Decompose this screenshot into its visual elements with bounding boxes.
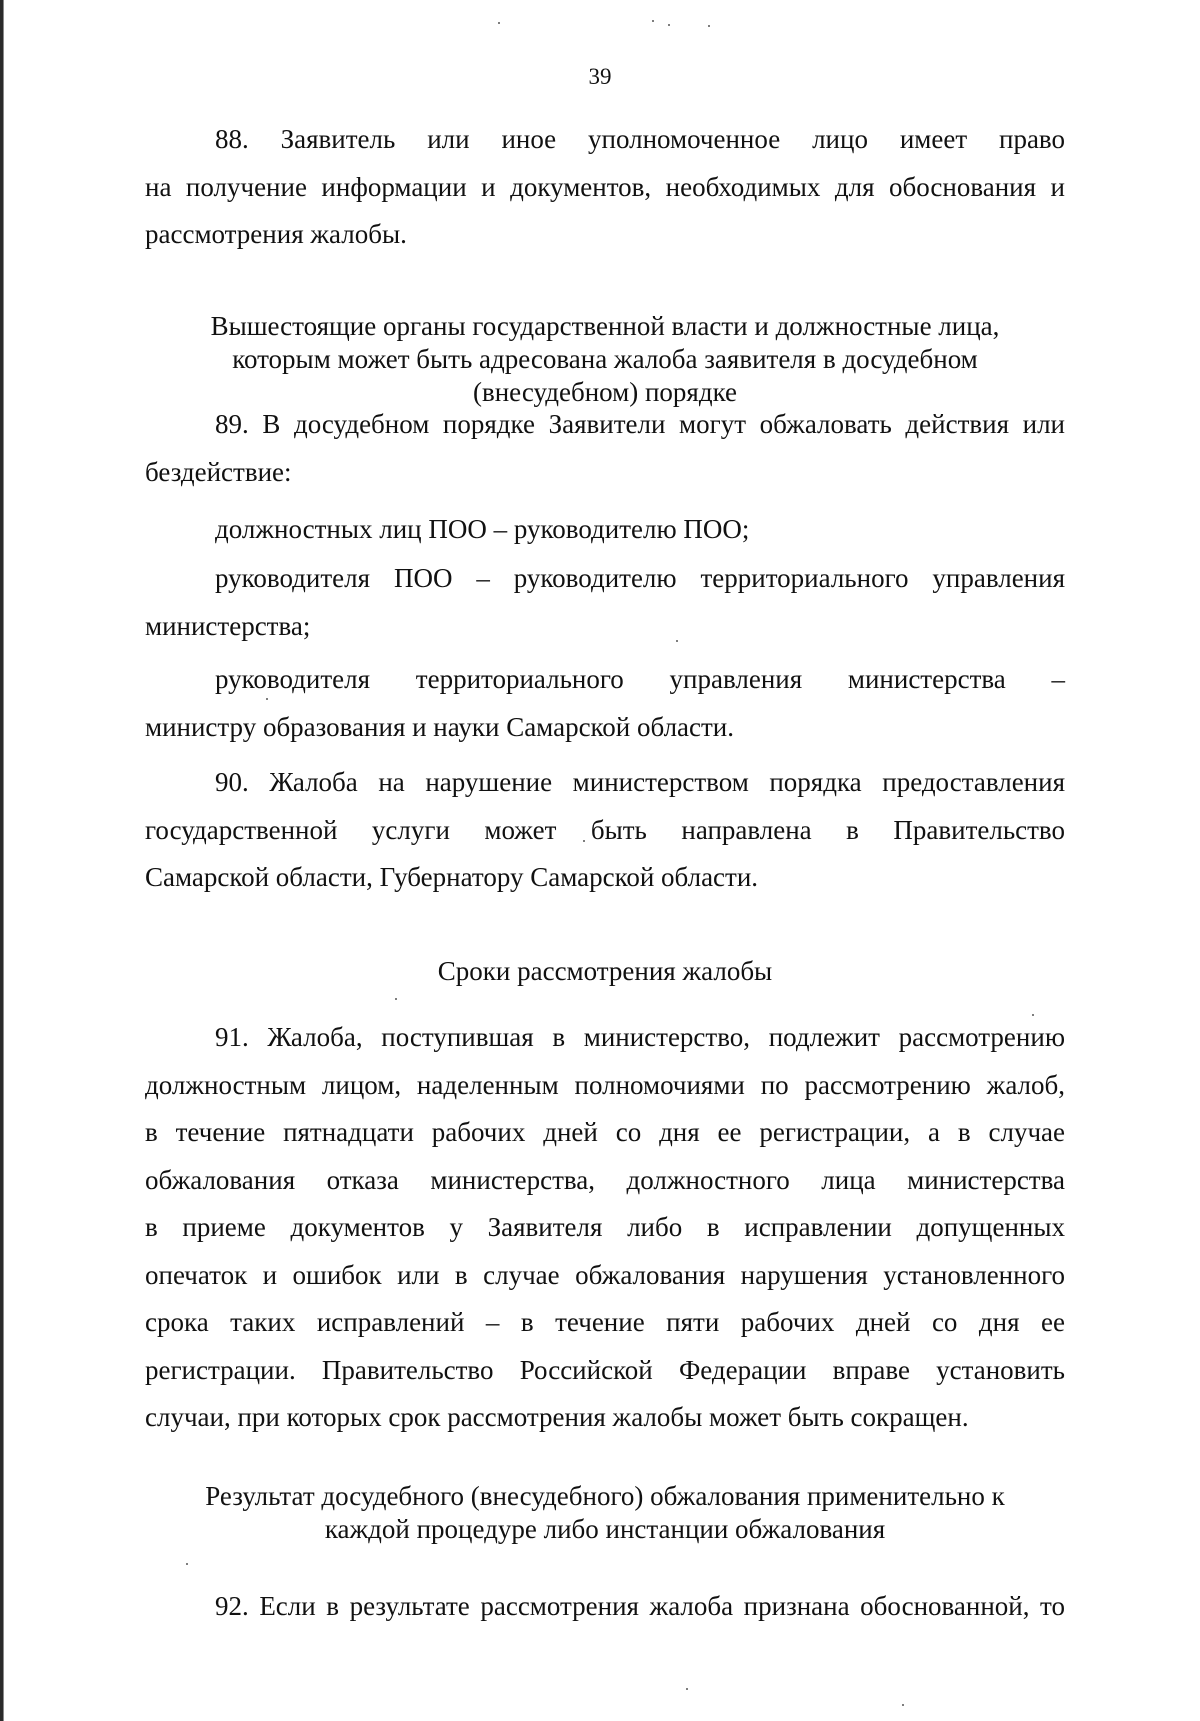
paragraph-91 (145, 1014, 1065, 1442)
text-line: срока таких исправлений – в течение пяти рабочих дней со дня ее (145, 1307, 1065, 1337)
heading-line: каждой процедуре либо инстанции обжалования (324, 1514, 886, 1544)
text-line: государственной услуги может быть направлена в Правительство (145, 814, 1065, 845)
scan-speck (498, 22, 500, 24)
heading-line: Вышестоящие органы государственной власти и должностные лица, (210, 311, 1000, 341)
text-line: в течение пятнадцати рабочих дней со дня ее регистрации, а в случае (145, 1117, 1065, 1147)
text-line: 92. Если в результате рассмотрения жалоба признана обоснованной, то (215, 1591, 1065, 1621)
text-line: в приеме документов у Заявителя либо в исправлении допущенных (145, 1212, 1065, 1242)
text-line: должностным лицом, наделенным полномочиями по рассмотрению жалоб, (145, 1069, 1065, 1100)
paragraph-90 (145, 759, 1065, 902)
heading-line: которым может быть адресована жалоба заявителя в досудебном (232, 344, 978, 374)
section-heading-terms: Сроки рассмотрения жалобы (437, 956, 773, 986)
list-item-2 (145, 555, 1065, 650)
page-number: 39 (588, 64, 612, 89)
text-line: обжалования отказа министерства, должностного лица министерства (145, 1164, 1065, 1195)
scan-speck (668, 24, 670, 26)
text-line: опечаток и ошибок или в случае обжалования нарушения установленного (145, 1259, 1065, 1290)
text-line: рассмотрения жалобы. (145, 219, 407, 249)
scan-speck (686, 1688, 688, 1690)
text-line: 89. В досудебном порядке Заявители могут обжаловать действия или (215, 409, 1065, 439)
paragraph-88 (145, 116, 1065, 259)
paragraph-92 (145, 1583, 1065, 1631)
scan-edge-shadow (3, 0, 4, 1721)
text-line: случаи, при которых срок рассмотрения жалобы может быть сокращен. (145, 1402, 969, 1432)
heading-line: Результат досудебного (внесудебного) обжалования применительно к (205, 1481, 1005, 1511)
section-heading-higher-bodies (145, 310, 1065, 409)
text-line: должностных лиц ПОО – руководителю ПОО; (215, 514, 750, 544)
scan-speck (395, 998, 397, 1000)
list-item-1 (145, 506, 1065, 554)
scan-speck (708, 25, 710, 27)
scan-speck (186, 1563, 188, 1565)
text-line: министру образования и науки Самарской области. (145, 711, 735, 742)
text-line: 88. Заявитель или иное уполномоченное лицо имеет право (215, 124, 1065, 154)
text-line: на получение информации и документов, необходимых для обоснования и (145, 171, 1065, 202)
text-line: руководителя ПОО – руководителю территориального управления (215, 563, 1065, 593)
section-heading-result (145, 1480, 1065, 1546)
paragraph-89 (145, 401, 1065, 496)
text-line: руководителя территориального управления министерства – (215, 664, 1065, 694)
text-line: регистрации. Правительство Российской Федерации вправе установить (145, 1354, 1065, 1385)
scan-speck (902, 1704, 904, 1706)
heading-line: (внесудебном) порядке (472, 377, 738, 407)
text-line: 90. Жалоба на нарушение министерством порядка предоставления (215, 767, 1065, 797)
text-line: бездействие: (145, 456, 292, 487)
scan-speck (652, 20, 654, 22)
list-item-3 (145, 656, 1065, 751)
text-line: министерства; (145, 610, 311, 641)
text-line: Самарской области, Губернатору Самарской области. (145, 862, 759, 892)
text-line: 91. Жалоба, поступившая в министерство, подлежит рассмотрению (215, 1022, 1065, 1052)
